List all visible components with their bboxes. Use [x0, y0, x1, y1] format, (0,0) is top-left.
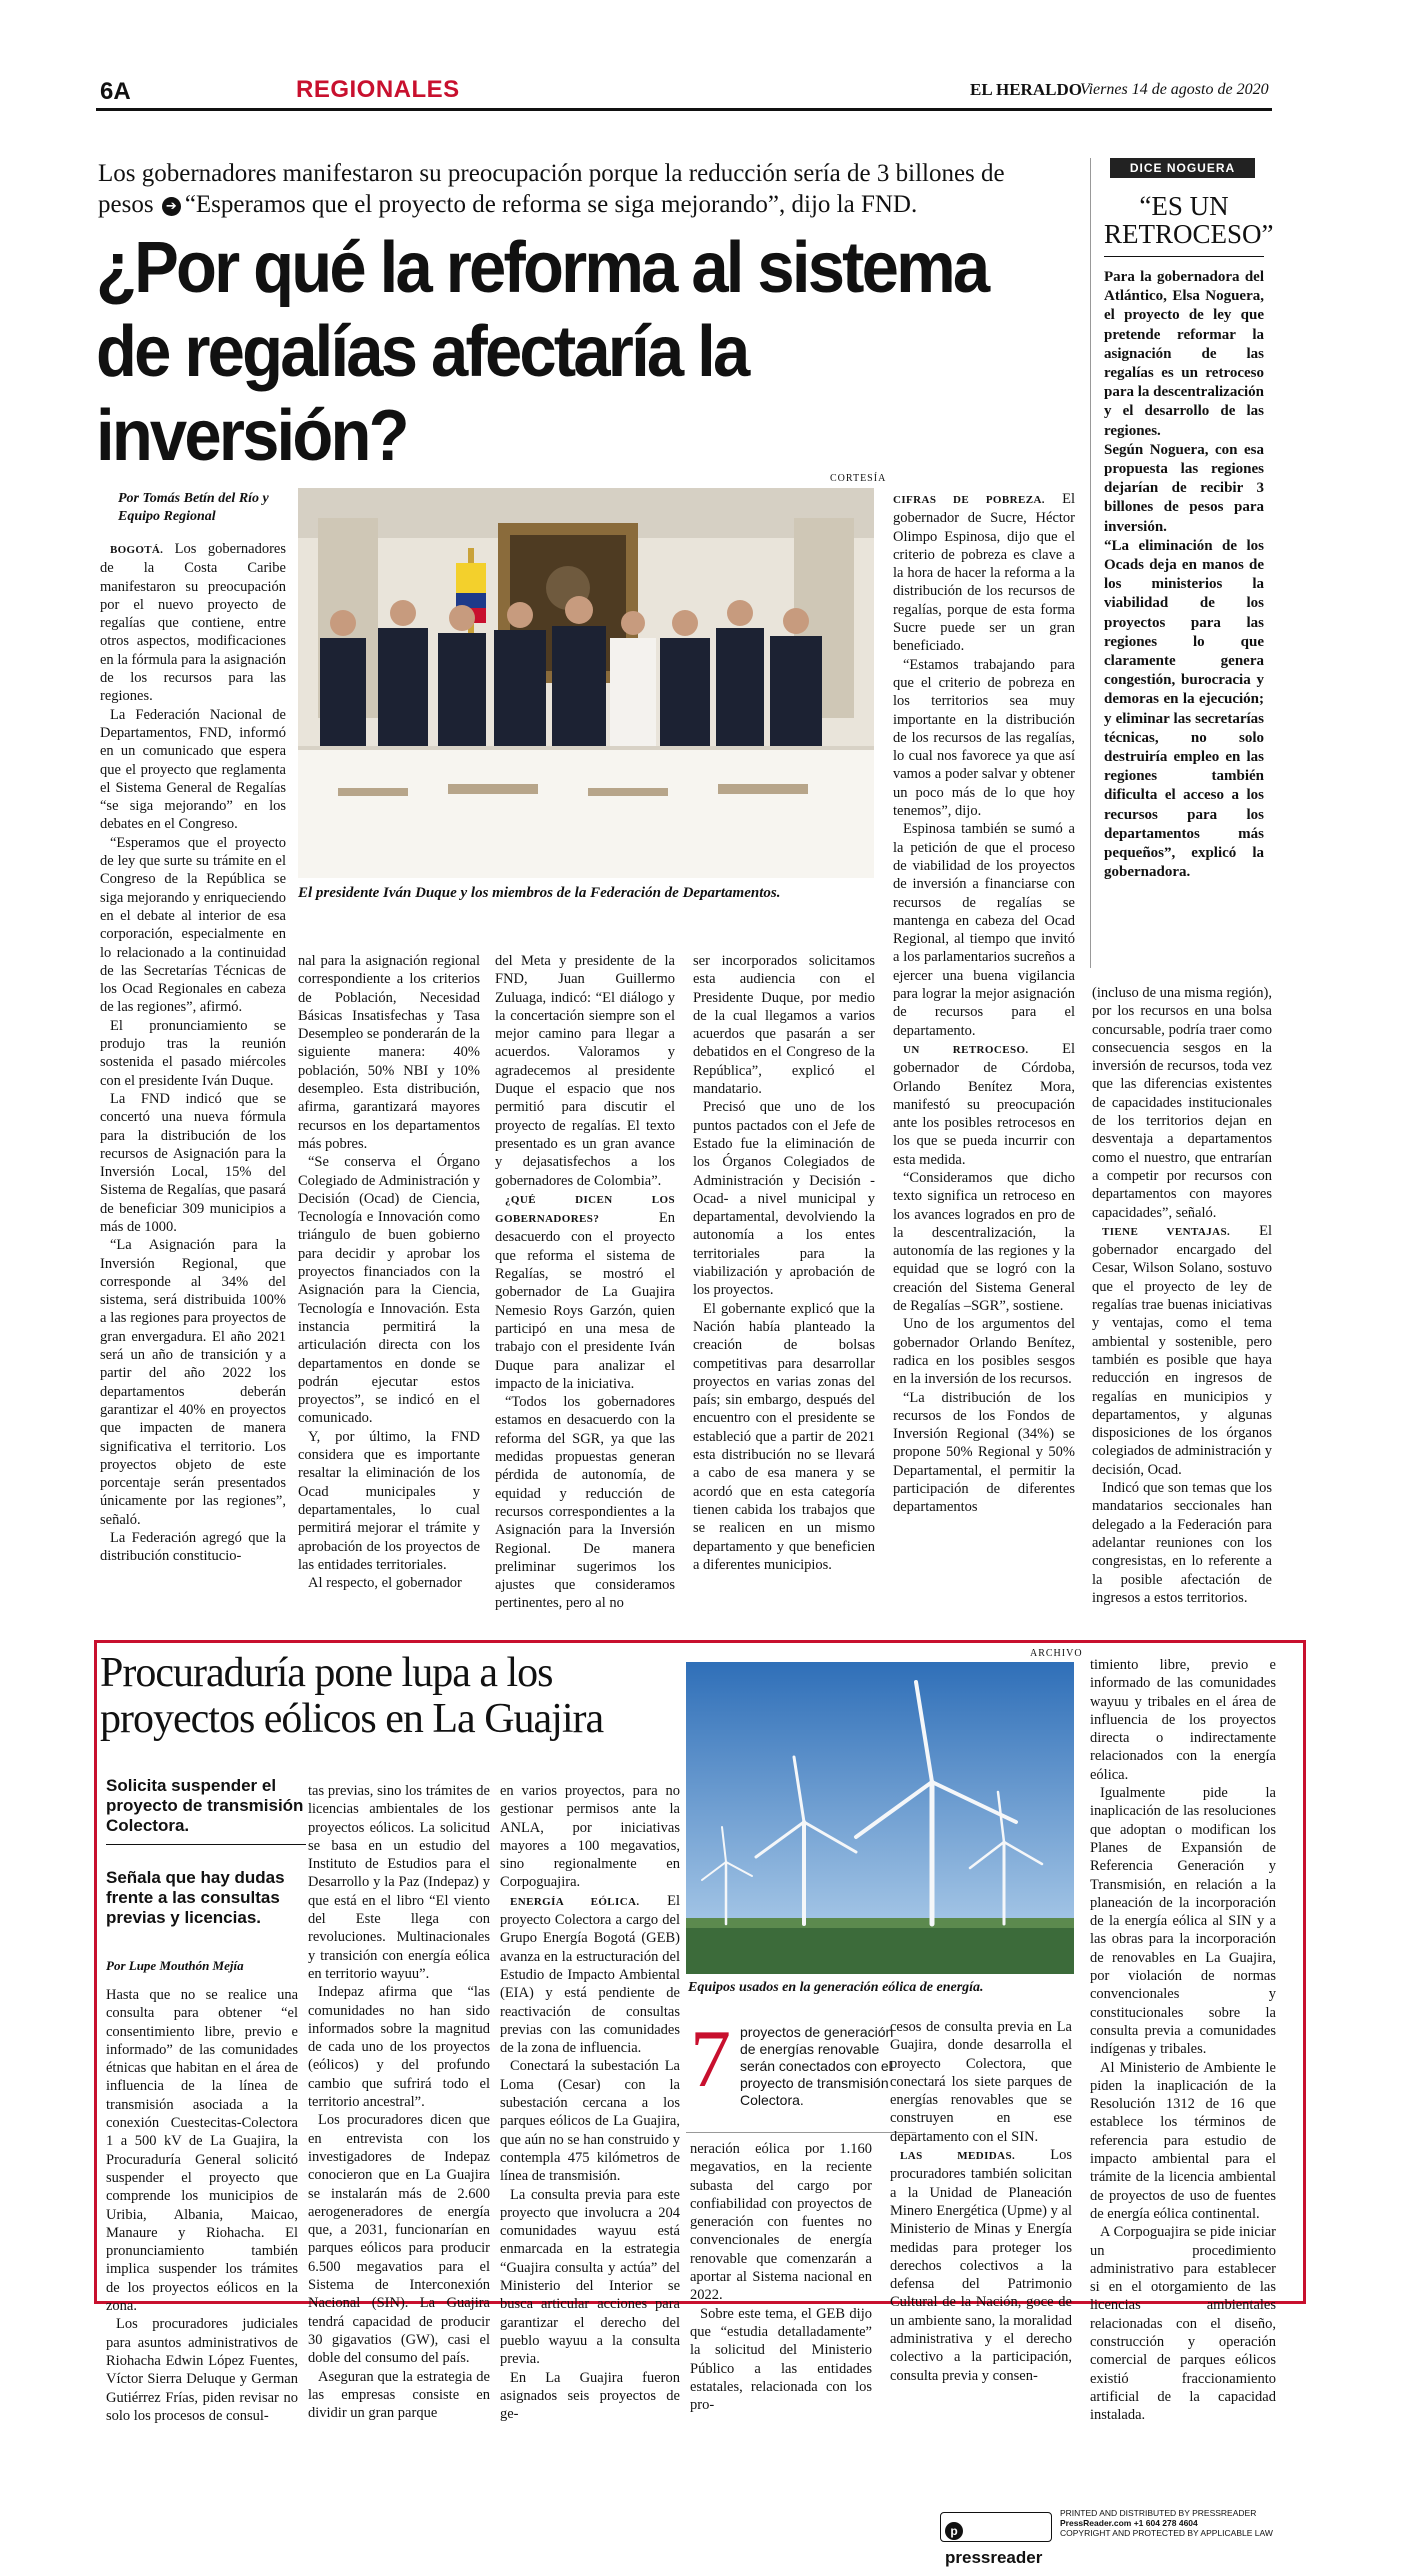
paragraph: Y, por último, la FND considera que es importante resaltar la eliminación de los Ocad municipales y departamentales, lo cual permitirá mejorar el trámite y aprobación de los proyectos de las entidades territoriales. — [298, 1428, 480, 1573]
paragraph: La Federación agregó que la distribución constitucio- — [100, 1530, 286, 1565]
meeting-photo[interactable] — [298, 488, 874, 878]
paragraph: UN RETROCESO. El gobernador de Córdoba, Orlando Benítez Mora, manifestó su preocupación ante los posibles retrocesos en los que se pueda incurrir con esta medida. — [893, 1040, 1075, 1168]
sidebar-title: “ES UN RETROCESO” — [1104, 192, 1264, 257]
pressreader-icon: p — [945, 2522, 963, 2540]
paragraph: TIENE VENTAJAS. El gobernador encargado del Cesar, Wilson Solano, sostuvo que el proyecto de ley de regalías trae buenas iniciativas y ventajas, como el tema ambiental y sostenible, pero también es posible que haya reducción en ingresos de regalías en municipios y departamentos, y algunas disposiciones de los órganos colegiados de administración y decisión, Ocad. — [1092, 1222, 1272, 1478]
paragraph: “Se conserva el Órgano Colegiado de Administración y Decisión (Ocad) de Ciencia, Tecnología e Innovación como triángulo de buen gobierno para decidir y aprobar los proyectos financiados con la Asignación para la Ciencia, Tecnología e Innovación. Esta instancia permitirá la articulación directa con los departamentos en donde se podrán ejecutar estos proyectos”, se indicó en el comunicado. — [298, 1154, 480, 1427]
paragraph: ser incorporados solicitamos esta audiencia con el Presidente Duque, por medio de la cual llegamos a varios acuerdos que pasarán a ser debatidos en el Congreso de la República”, explicó el mandatario. — [693, 953, 875, 1098]
subhead: ¿QUÉ DICEN LOS GOBERNADORES? — [495, 1193, 675, 1226]
issue-date: Viernes 14 de agosto de 2020 — [1080, 81, 1269, 98]
article1-col6 — [1092, 984, 1272, 1620]
article2-col4 — [690, 2140, 872, 2414]
paragraph: Espinosa también se sumó a la petición de que el proceso de viabilidad de los proyectos de inversión a financiarse con recursos de regalías se mantenga en cabeza del Ocad Regional, al tiempo que invitó a los parlamentarios sucreños a ejercer una buena vigilancia para lograr la mejor asignación de recursos para el departamento. — [893, 821, 1075, 1039]
article2-subhead-1: Solicita suspender el proyecto de transmisión Colectora. — [106, 1776, 306, 1845]
pressreader-info: PRINTED AND DISTRIBUTED BY PRESSREADER PressReader.com +1 604 278 4604 COPYRIGHT AND PROTECTED BY APPLICABLE LAW — [1060, 2508, 1273, 2538]
sidebar-tag: DICE NOGUERA — [1110, 158, 1255, 178]
paragraph: LAS MEDIDAS. Los procuradores también solicitan a la Unidad de Planeación Minero Energética (Upme) y al Ministerio de Minas y Energía medidas para proteger los derechos colectivos a la defensa del Patrimonio Cultural de la Nación, goce de un ambiente sano, la moralidad administrativa y el derecho colectivo a la participación, consulta previa y consen- — [890, 2147, 1072, 2384]
article1-col1 — [100, 540, 286, 1620]
header-rule — [96, 108, 1272, 111]
subhead: TIENE VENTAJAS. — [1102, 1225, 1231, 1238]
article2-headline[interactable]: Procuraduría pone lupa a los proyectos eólicos en La Guajira — [100, 1650, 604, 1742]
article1-col5 — [893, 490, 1075, 1620]
paragraph: “La Asignación para la Inversión Regional, que corresponde al 34% del sistema, será distribuida 100% a las regiones para proyectos de gran envergadura. El año 2021 será un año de transición y a partir del año 2022 los departamentos deberán garantizar el 40% en proyectos que impacten de manera significativa el territorio. Los proyectos objeto de este porcentaje serán presentados únicamente por las regiones”, señaló. — [100, 1237, 286, 1528]
paragraph: nal para la asignación regional correspondiente a los criterios de Población, Necesidad Básicas Insatisfechas y Tasa Desempleo se ponderarán de la siguiente manera: 40% población, 50% NBI y 10% desempleo. Esta distribución, afirma, garantizará mayores recursos en los departamentos más pobres. — [298, 953, 480, 1152]
photo-credit: CORTESÍA — [830, 473, 887, 484]
section-name[interactable]: REGIONALES — [296, 76, 460, 103]
paragraph: Los procuradores judiciales para asuntos administrativos de Riohacha Edwin López Fuentes, Víctor Sierra Deluque y German Gutiérrez Frías, piden revisar no solo los procesos de consul- — [106, 2316, 298, 2424]
paragraph: En La Guajira fueron asignados seis proyectos de ge- — [500, 2369, 680, 2423]
paragraph: ¿QUÉ DICEN LOS GOBERNADORES? En desacuerdo con el proyecto que reforma el sistema de Regalías, se mostró el gobernador de La Guajira Nemesio Roys Garzón, quien participó en una mesa de trabajo con el presidente Iván Duque para analizar el impacto de la iniciativa. — [495, 1193, 675, 1392]
paragraph: “Esperamos que el proyecto de ley que surte su trámite en el Congreso de la República se siga mejorando y enriqueciendo en el debate al interior de esa corporación, especialmente en lo relacionado a la continuidad de las Secretarías Técnicas de los Ocad Regionales en cabeza de las regiones”, afirmó. — [100, 834, 286, 1016]
article1-col3 — [495, 952, 675, 1620]
article2-byline: Por Lupe Mouthón Mejía — [106, 1958, 244, 1973]
paragraph: El gobernante explicó que la Nación había planteado la creación de bolsas competitivas para desarrollar proyectos en varias zonas del país; sin embargo, después del encuentro con el presidente se estableció que a partir de 2021 esta distribución no se llevará a cabo de esa manera y se acordó que en esta categoría tienen cabida los trabajos que se realicen en un mismo departamento y que beneficien a diferentes municipios. — [693, 1300, 875, 1573]
wind-turbines-photo[interactable] — [686, 1662, 1074, 1974]
paragraph: (incluso de una misma región), por los recursos en una bolsa concursable, podría traer como consecuencia sesgos en la inversión de recursos, toda vez que las diferencias existentes de capacidades institucionales de los territorios dejan en desventaja a departamentos como el nuestro, que entrarían a competir por recursos con departamentos con mayores capacidades”, señaló. — [1092, 985, 1272, 1221]
paragraph: Indepaz afirma que “las comunidades no han sido informados sobre la magnitud de cada uno de los proyectos (eólicos) y del profundo cambio que sufrirá todo el territorio ancestral”. — [308, 1984, 490, 2111]
paragraph: “La distribución de los recursos de los Fondos de Inversión Regional (34%) se propone 50% Regional y 50% Departamental, el permitir la participación de diferentes departamentos — [893, 1389, 1075, 1516]
paragraph: cesos de consulta previa en La Guajira, donde desarrolla el proyecto Colectora, que conectará los siete parques de energías renovables que se construyen en ese departamento con el SIN. — [890, 2019, 1072, 2145]
pressreader-logo[interactable]: ppressreader — [940, 2512, 1052, 2542]
paragraph: La FND indicó que se concertó una nueva fórmula para la distribución de los recursos de Asignación para la Inversión Local, 15% del Sistema de Regalías, que pasará de beneficiar 309 municipios a más de 1000. — [100, 1090, 286, 1235]
sidebar-text: Para la gobernadora del Atlántico, Elsa Noguera, el proyecto de ley que pretende reformar la asignación de las regalías es un retroceso para la descentralización y el desarrollo de las regiones. Según Noguera, con esa propuesta las regiones dejarían de recibir 3 billones de pesos para inversión. “La eliminación de los Ocads deja en manos de los ministerios la viabilidad de los proyectos para las regiones lo que claramente genera congestión, burocracia y demoras en la ejecución; y eliminar las secretarías técnicas, no solo destruiría empleo en las regiones también dificulta el acceso a los recursos para los departamentos más pequeños”, explicó la gobernadora. — [1104, 269, 1264, 881]
big-number-text: proyectos de generación de energías renovable serán conectados con el proyecto de transmisión Colectora. — [740, 2024, 894, 2108]
photo-caption: El presidente Iván Duque y los miembros de la Federación de Departamentos. — [298, 885, 781, 901]
subhead: LAS MEDIDAS. — [900, 2150, 1016, 2163]
paragraph: CIFRAS DE POBREZA. El gobernador de Sucre, Héctor Olimpo Espinosa, dijo que el criterio de pobreza es clave a la hora de hacer la reforma a la distribución de los recursos de regalías, porque de esta forma Sucre puede ser un gran beneficiado. — [893, 491, 1075, 655]
paragraph: Precisó que uno de los puntos pactados con el Jefe de Estado fue la eliminación de los Órganos Colegiados de Administración y Decisión - Ocad- a nivel municipal y departamental, devolviendo la autonomía a los entes territoriales para la viabilización y aprobación de los proyectos. — [693, 1099, 875, 1299]
article2-col3 — [500, 1782, 680, 2423]
paragraph: tas previas, sino los trámites de licencias ambientales de los proyectos eólicos. La solicitud se basa en un estudio del Instituto de Estudios para el Desarrollo y la Paz (Indepaz) y que está en el libro “El viento del Este llega con revoluciones. Multinacionales y transición con energía eólica en territorio wayuu”. — [308, 1783, 490, 1982]
paragraph: El pronunciamiento se produjo tras la reunión sostenida el pasado miércoles con el presidente Iván Duque. — [100, 1017, 286, 1089]
article2-col2 — [308, 1782, 490, 2422]
subhead: UN RETROCESO. — [903, 1043, 1029, 1056]
arrow-right-icon: ➔ — [162, 197, 181, 216]
article-kicker: Los gobernadores manifestaron su preocupación porque la reducción sería de 3 billones de pesos ➔ “Esperamos que el proyecto de reforma se siga mejorando”, dijo la FND. — [98, 160, 1005, 218]
paragraph: Los procuradores dicen que en entrevista con los investigadores de Indepaz conocieron que en La Guajira se instalarán más de 2.600 aerogeneradores de energía que, a 2031, funcionarían en parques eólicos para producir 6.500 megavatios para el Sistema de Interconexión Nacional (SIN). La Guajira tendrá capacidad de producir 30 gigavatios (GW), casi el doble del consumo del país. — [308, 2112, 490, 2367]
paragraph: “Consideramos que dicho texto significa un retroceso en los avances logrados en pro de la descentralización, la autonomía de las regiones y la equidad que se logró con la creación del Sistema General de Regalías –SGR”, sostiene. — [893, 1169, 1075, 1315]
paragraph: Al respecto, el gobernador — [308, 1575, 462, 1592]
subhead: ENERGÍA EÓLICA. — [510, 1895, 640, 1908]
paragraph: ENERGÍA EÓLICA. El proyecto Colectora a cargo del Grupo Energía Bogotá (GEB) avanza en la estructuración del Estudio de Impacto Ambiental (EIA) y está pendiente de reactivación de consultas previas con las comunidades de la zona de influencia. — [500, 1892, 680, 2057]
paragraph: del Meta y presidente de la FND, Juan Guillermo Zuluaga, indicó: “El diálogo y la concertación siempre son el mejor camino para llegar a acuerdos. Valoramos y agradecemos al presidente Duque el espacio que nos permitió para discutir el proyecto de regalías. El texto presentado es un gran avance y dejasatisfechos a los gobernadores de Colombia”. — [495, 953, 675, 1189]
paragraph: La Federación Nacional de Departamentos, FND, informó en un comunicado que espera que el proyecto que reglamenta el Sistema General de Regalías “se siga mejorando” en los debates en el Congreso. — [100, 706, 286, 833]
big-number: 7 — [690, 2013, 731, 2104]
paragraph: Al Ministerio de Ambiente le piden la inaplicación de la Resolución 1312 de 16 que establece los términos de referencia para estudio de impacto ambiental para el trámite de la licencia ambiental de proyectos de uso de fuentes de energía eólica continental. — [1090, 2059, 1276, 2222]
article1-col2 — [298, 952, 480, 1620]
article-byline: Por Tomás Betín del Río y Equipo Regional — [118, 491, 269, 524]
paragraph: Hasta que no se realice una consulta para obtener “el consentimiento libre, previo e informado” de las comunidades étnicas que habitan en el área de influencia de la línea de transmisión asociada a la conexión Cuestecitas-Colectora 1 a 500 kV de La Guajira, la Procuraduría General solicitó suspender el proyecto que comprende los municipios de Uribia, Albania, Maicao, Manaure y Riohacha. El pronunciamiento también implica suspender los trámites de los proyectos eólicos en la zona. — [106, 1987, 298, 2315]
paragraph: “Estamos trabajando para que el criterio de pobreza en los territorios sea muy importante en la distribución de los recursos de las regalías, lo cual nos favorece ya que así vamos a poder salvar y obtener un poco más de lo que hoy tenemos”, dijo. — [893, 656, 1075, 820]
paragraph: Conectará la subestación La Loma (Cesar) con la subestación cercana a los parques eólicos de La Guajira, que aún no se han construido y contempla 475 kilómetros de línea de transmisión. — [500, 2058, 680, 2185]
paragraph: Indicó que son temas que los mandatarios seccionales han delegado a la Federación para adelantar reuniones con los congresistas, en lo referente a la posible afectación de ingresos a estos territorios. — [1092, 1480, 1272, 1606]
paragraph: timiento libre, previo e informado de las comunidades wayuu y tribales en el área de influencia de los proyectos directa o indirectamente relacionados con la energía eólica. — [1090, 1657, 1276, 1783]
paragraph: “Todos los gobernadores estamos en desacuerdo con la reforma del SGR, ya que las medidas propuestas generan pérdida de autonomía, de equidad y reducción de recursos correspondientes a la Asignación para la Inversión Regional. De manera preliminar sugerimos los ajustes que consideramos pertinentes, pero al no — [495, 1394, 675, 1612]
photo2-credit: ARCHIVO — [1030, 1648, 1083, 1659]
paragraph: Sobre este tema, el GEB dijo que “estudia detalladamente” la solicitud del Ministerio Público a las entidades estatales, relacionada con los pro- — [690, 2305, 872, 2414]
big-number-rule — [686, 2132, 916, 2133]
article2-col5 — [890, 2018, 1072, 2384]
article2-col1 — [106, 1986, 298, 2424]
paragraph: Igualmente pide la inaplicación de las resoluciones que adoptan o modifican los Planes de Expansión de Referencia Generación y Transmisión, en relación a la planeación de la incorporación de la energía eólica al SIN y a las obras para la incorporación de renovables en La Guajira, por violación de normas convencionales y constitucionales sobre la consulta previa a comunidades indígenas y tribales. — [1090, 1785, 1276, 2058]
article2-subhead-2: Señala que hay dudas frente a las consultas previas y licencias. — [106, 1868, 285, 1927]
subhead: CIFRAS DE POBREZA. — [893, 494, 1045, 506]
article-headline[interactable]: ¿Por qué la reforma al sistema de regalías afectaría la inversión? — [96, 228, 988, 476]
newspaper-name: EL HERALDO — [970, 80, 1082, 99]
paragraph: Aseguran que la estrategia de las empresas consiste en dividir un gran parque — [308, 2368, 490, 2422]
paragraph: en varios proyectos, para no gestionar permisos ante la ANLA, por iniciativas mayores a 100 megavatios, sino regionalmente en Corpoguajira. — [500, 1783, 680, 1891]
article2-col6 — [1090, 1656, 1276, 2424]
paragraph: Uno de los argumentos del gobernador Orlando Benítez, radica en los posibles sesgos en la inversión de los recursos. — [893, 1316, 1075, 1388]
paragraph: A Corpoguajira se pide iniciar un procedimiento administrativo para establecer si en el otorgamiento de las licencias ambientales relacionadas con el diseño, construcción y operación comercial de parques eólicos existió fraccionamiento artificial de la capacidad instalada. — [1090, 2224, 1276, 2424]
paragraph: La consulta previa para este proyecto que involucra a 204 comunidades wayuu está enmarcada en la estrategia “Guajira consulta y actúa” del Ministerio del Interior se busca articular acciones para garantizar el derecho del pueblo wayuu a la consulta previa. — [500, 2186, 680, 2368]
photo2-caption: Equipos usados en la generación eólica de energía. — [688, 1980, 984, 1995]
paragraph: neración eólica por 1.160 megavatios, en la reciente subasta del cargo por confiabilidad con proyectos de generación con fuentes no convencionales de energía renovable que comenzarán a aportar al Sistema nacional en 2022. — [690, 2141, 872, 2304]
article1-col4 — [693, 952, 875, 1620]
page-number: 6A — [100, 78, 131, 105]
paragraph: BOGOTÁ. Los gobernadores de la Costa Caribe manifestaron su preocupación por el nuevo proyecto de regalías que contiene, entre otros aspectos, modificaciones en la fórmula para la asignación de los recursos para las regiones. — [100, 541, 286, 705]
dateline: BOGOTÁ. — [110, 544, 164, 556]
